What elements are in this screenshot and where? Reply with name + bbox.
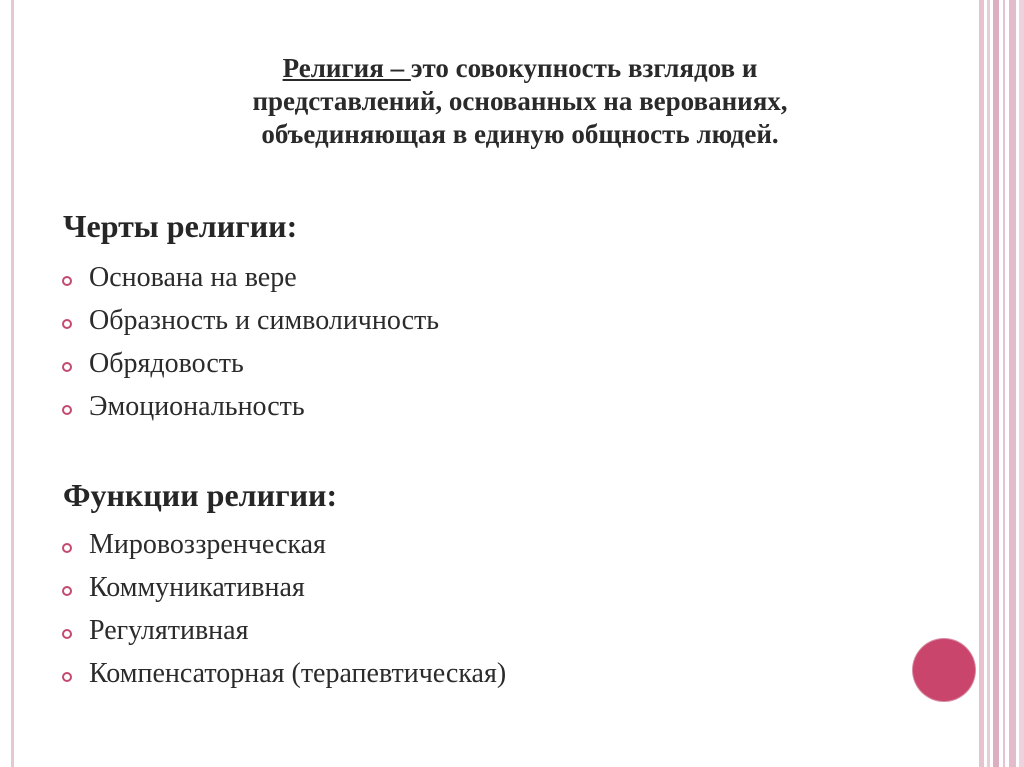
list-item-text: Компенсаторная (терапевтическая) bbox=[89, 657, 507, 689]
list-item bbox=[62, 566, 506, 609]
list-item-text: Мировоззренческая bbox=[89, 528, 326, 560]
list-item-text: Образность и символичность bbox=[89, 304, 439, 336]
list-item bbox=[62, 256, 439, 299]
list-item-text: Эмоциональность bbox=[89, 390, 305, 422]
right-stripe bbox=[993, 0, 999, 767]
ring-bullet-icon bbox=[62, 586, 72, 596]
ring-bullet-icon bbox=[62, 672, 72, 682]
ring-bullet-icon bbox=[62, 629, 72, 639]
features-list bbox=[62, 256, 439, 428]
ring-bullet-icon bbox=[62, 405, 72, 415]
decorative-circle bbox=[913, 639, 975, 701]
list-item bbox=[62, 609, 506, 652]
list-item bbox=[62, 652, 506, 695]
ring-bullet-icon bbox=[62, 362, 72, 372]
list-item bbox=[62, 523, 506, 566]
left-frame-line bbox=[11, 0, 14, 767]
list-item bbox=[62, 342, 439, 385]
right-stripe bbox=[1009, 0, 1016, 767]
right-stripe bbox=[987, 0, 990, 767]
list-item bbox=[62, 299, 439, 342]
list-item-text: Обрядовость bbox=[89, 347, 244, 379]
definition-line-3: объединяющая в единую общность людей. bbox=[261, 119, 779, 149]
functions-heading: Функции религии: bbox=[63, 477, 338, 513]
list-item-text: Регулятивная bbox=[89, 614, 249, 646]
definition-text bbox=[140, 52, 900, 151]
right-stripe bbox=[979, 0, 984, 767]
right-stripe bbox=[1003, 0, 1005, 767]
definition-term: Религия – bbox=[282, 53, 411, 83]
features-heading: Черты религии: bbox=[63, 208, 298, 244]
ring-bullet-icon bbox=[62, 276, 72, 286]
ring-bullet-icon bbox=[62, 543, 72, 553]
right-stripe bbox=[1019, 0, 1024, 767]
list-item-text: Основана на вере bbox=[89, 261, 297, 293]
list-item bbox=[62, 385, 439, 428]
functions-list bbox=[62, 523, 506, 695]
definition-line-1 bbox=[140, 52, 900, 85]
definition-line-2: представлений, основанных на верованиях, bbox=[252, 86, 788, 116]
ring-bullet-icon bbox=[62, 319, 72, 329]
list-item-text: Коммуникативная bbox=[89, 571, 305, 603]
definition-line-1-rest: это совокупность взглядов и bbox=[410, 53, 758, 83]
